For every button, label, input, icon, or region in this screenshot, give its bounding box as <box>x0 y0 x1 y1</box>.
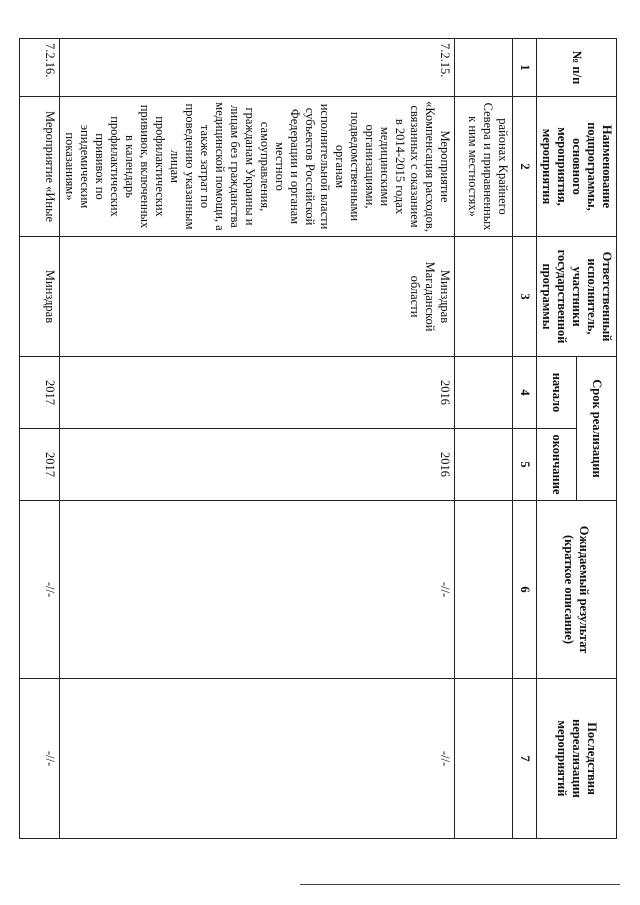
row-start: 2016 <box>60 357 455 429</box>
header-start: начало <box>537 357 577 429</box>
col-number: 6 <box>513 501 537 679</box>
table-row <box>60 39 455 839</box>
header-num: № п/п <box>537 39 617 97</box>
row-name: Мероприятие «Компенсация расходов, связанных с оказанием в 2014-2015 годах медицинскими организациями, подведомственными органам исполнительной власти субъектов Российской Федерации и органам местного самоуправления, гражданам Украины и лицам без гражданства медицинской помощи, а также затрат по проведению указанным лицам профилактических прививок, включенных в календарь профилактических прививок по эпидемическим показаниям» <box>60 97 455 237</box>
col-number: 5 <box>513 429 537 501</box>
row-num: 7.2.16. <box>20 39 60 97</box>
activities-table <box>19 38 617 839</box>
footer-rule <box>300 884 620 885</box>
col-number: 3 <box>513 237 537 357</box>
header-result: Ожидаемый результат (краткое описание) <box>537 501 617 679</box>
row-end <box>455 429 513 501</box>
table-row <box>20 39 60 839</box>
row-result <box>455 501 513 679</box>
header-resp: Ответственный исполнитель, участники государственной программы <box>537 237 617 357</box>
row-start <box>455 357 513 429</box>
header-conseq: Последствия нереализации мероприятий <box>537 679 617 839</box>
row-name: Мероприятие «Иные <box>20 97 60 237</box>
row-result: -//- <box>20 501 60 679</box>
row-conseq: -//- <box>20 679 60 839</box>
col-number: 7 <box>513 679 537 839</box>
row-start: 2017 <box>20 357 60 429</box>
row-resp: Минздрав Магаданской области <box>60 237 455 357</box>
header-end: окончание <box>537 429 577 501</box>
row-resp: Минздрав <box>20 237 60 357</box>
row-num <box>455 39 513 97</box>
row-num: 7.2.15. <box>60 39 455 97</box>
header-name: Наименование подпрограммы, основного мероприятия, мероприятия <box>537 97 617 237</box>
header-term: Срок реализации <box>577 357 617 501</box>
rotated-page <box>17 38 617 838</box>
column-numbers-row <box>513 39 537 839</box>
row-conseq: -//- <box>60 679 455 839</box>
row-conseq <box>455 679 513 839</box>
row-resp <box>455 237 513 357</box>
row-end: 2016 <box>60 429 455 501</box>
header-row <box>577 39 617 839</box>
row-result: -//- <box>60 501 455 679</box>
row-name: районах Крайнего Севера и приравненных к ним местностях» <box>455 97 513 237</box>
col-number: 4 <box>513 357 537 429</box>
table-row <box>455 39 513 839</box>
col-number: 2 <box>513 97 537 237</box>
row-end: 2017 <box>20 429 60 501</box>
col-number: 1 <box>513 39 537 97</box>
